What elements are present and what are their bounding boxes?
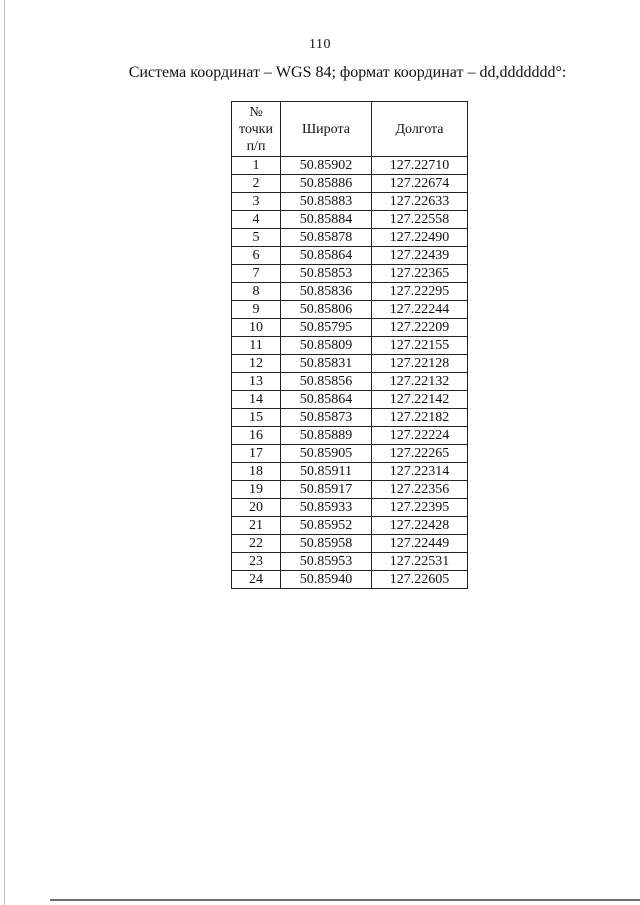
table-row <box>232 319 468 337</box>
cell-longitude: 127.22295 <box>372 283 468 301</box>
cell-longitude: 127.22182 <box>372 409 468 427</box>
cell-longitude: 127.22224 <box>372 427 468 445</box>
cell-latitude: 50.85940 <box>281 571 372 589</box>
cell-longitude: 127.22428 <box>372 517 468 535</box>
table-row <box>232 337 468 355</box>
table-row <box>232 571 468 589</box>
table-row <box>232 445 468 463</box>
cell-point-number: 17 <box>232 445 281 463</box>
coordinates-table <box>231 101 468 589</box>
table-row <box>232 553 468 571</box>
table-row <box>232 355 468 373</box>
header-longitude: Долгота <box>372 102 468 157</box>
cell-longitude: 127.22439 <box>372 247 468 265</box>
table-row <box>232 391 468 409</box>
cell-point-number: 1 <box>232 157 281 175</box>
cell-point-number: 21 <box>232 517 281 535</box>
cell-latitude: 50.85809 <box>281 337 372 355</box>
cell-longitude: 127.22132 <box>372 373 468 391</box>
cell-latitude: 50.85883 <box>281 193 372 211</box>
scan-bottom-edge <box>50 899 640 901</box>
cell-point-number: 2 <box>232 175 281 193</box>
cell-longitude: 127.22244 <box>372 301 468 319</box>
cell-point-number: 22 <box>232 535 281 553</box>
cell-longitude: 127.22674 <box>372 175 468 193</box>
cell-latitude: 50.85911 <box>281 463 372 481</box>
cell-longitude: 127.22490 <box>372 229 468 247</box>
cell-point-number: 15 <box>232 409 281 427</box>
table-header <box>232 102 468 157</box>
cell-point-number: 8 <box>232 283 281 301</box>
scan-left-edge <box>4 0 5 905</box>
cell-latitude: 50.85884 <box>281 211 372 229</box>
cell-longitude: 127.22558 <box>372 211 468 229</box>
cell-point-number: 9 <box>232 301 281 319</box>
table-row <box>232 211 468 229</box>
cell-longitude: 127.22314 <box>372 463 468 481</box>
cell-latitude: 50.85864 <box>281 391 372 409</box>
cell-point-number: 18 <box>232 463 281 481</box>
cell-latitude: 50.85795 <box>281 319 372 337</box>
cell-latitude: 50.85831 <box>281 355 372 373</box>
header-point-number <box>232 102 281 157</box>
table-row <box>232 247 468 265</box>
table-row <box>232 517 468 535</box>
table-row <box>232 283 468 301</box>
table-row <box>232 481 468 499</box>
table-row <box>232 499 468 517</box>
cell-latitude: 50.85806 <box>281 301 372 319</box>
table-row <box>232 157 468 175</box>
cell-point-number: 5 <box>232 229 281 247</box>
cell-point-number: 13 <box>232 373 281 391</box>
cell-longitude: 127.22633 <box>372 193 468 211</box>
table-row <box>232 427 468 445</box>
cell-latitude: 50.85917 <box>281 481 372 499</box>
cell-point-number: 6 <box>232 247 281 265</box>
cell-latitude: 50.85905 <box>281 445 372 463</box>
cell-longitude: 127.22142 <box>372 391 468 409</box>
cell-latitude: 50.85886 <box>281 175 372 193</box>
cell-point-number: 20 <box>232 499 281 517</box>
coordinate-system-caption: Система координат – WGS 84; формат координат – dd,ddddddd°: <box>128 64 567 81</box>
cell-latitude: 50.85873 <box>281 409 372 427</box>
cell-point-number: 16 <box>232 427 281 445</box>
table-row <box>232 463 468 481</box>
page-number: 110 <box>309 37 331 52</box>
cell-point-number: 4 <box>232 211 281 229</box>
header-number-line-3: п/п <box>246 138 266 154</box>
cell-longitude: 127.22710 <box>372 157 468 175</box>
cell-point-number: 14 <box>232 391 281 409</box>
cell-longitude: 127.22449 <box>372 535 468 553</box>
cell-longitude: 127.22356 <box>372 481 468 499</box>
cell-point-number: 12 <box>232 355 281 373</box>
table-row <box>232 535 468 553</box>
cell-longitude: 127.22605 <box>372 571 468 589</box>
cell-point-number: 10 <box>232 319 281 337</box>
header-number-line-2: точки <box>239 121 273 137</box>
cell-point-number: 11 <box>232 337 281 355</box>
cell-longitude: 127.22128 <box>372 355 468 373</box>
cell-longitude: 127.22209 <box>372 319 468 337</box>
cell-latitude: 50.85853 <box>281 265 372 283</box>
table-row <box>232 373 468 391</box>
cell-latitude: 50.85933 <box>281 499 372 517</box>
cell-latitude: 50.85889 <box>281 427 372 445</box>
cell-longitude: 127.22155 <box>372 337 468 355</box>
cell-latitude: 50.85836 <box>281 283 372 301</box>
table-header-row <box>232 102 468 157</box>
cell-longitude: 127.22265 <box>372 445 468 463</box>
table-row <box>232 229 468 247</box>
cell-latitude: 50.85856 <box>281 373 372 391</box>
header-number-line-1: № <box>249 104 263 120</box>
cell-point-number: 7 <box>232 265 281 283</box>
cell-point-number: 19 <box>232 481 281 499</box>
table-row <box>232 175 468 193</box>
cell-longitude: 127.22531 <box>372 553 468 571</box>
cell-latitude: 50.85953 <box>281 553 372 571</box>
table-body <box>232 157 468 589</box>
cell-longitude: 127.22365 <box>372 265 468 283</box>
cell-point-number: 23 <box>232 553 281 571</box>
cell-longitude: 127.22395 <box>372 499 468 517</box>
cell-latitude: 50.85878 <box>281 229 372 247</box>
cell-point-number: 3 <box>232 193 281 211</box>
header-latitude: Широта <box>281 102 372 157</box>
cell-point-number: 24 <box>232 571 281 589</box>
cell-latitude: 50.85864 <box>281 247 372 265</box>
table-row <box>232 409 468 427</box>
cell-latitude: 50.85952 <box>281 517 372 535</box>
cell-latitude: 50.85902 <box>281 157 372 175</box>
table-row <box>232 265 468 283</box>
cell-latitude: 50.85958 <box>281 535 372 553</box>
table-row <box>232 193 468 211</box>
table-row <box>232 301 468 319</box>
